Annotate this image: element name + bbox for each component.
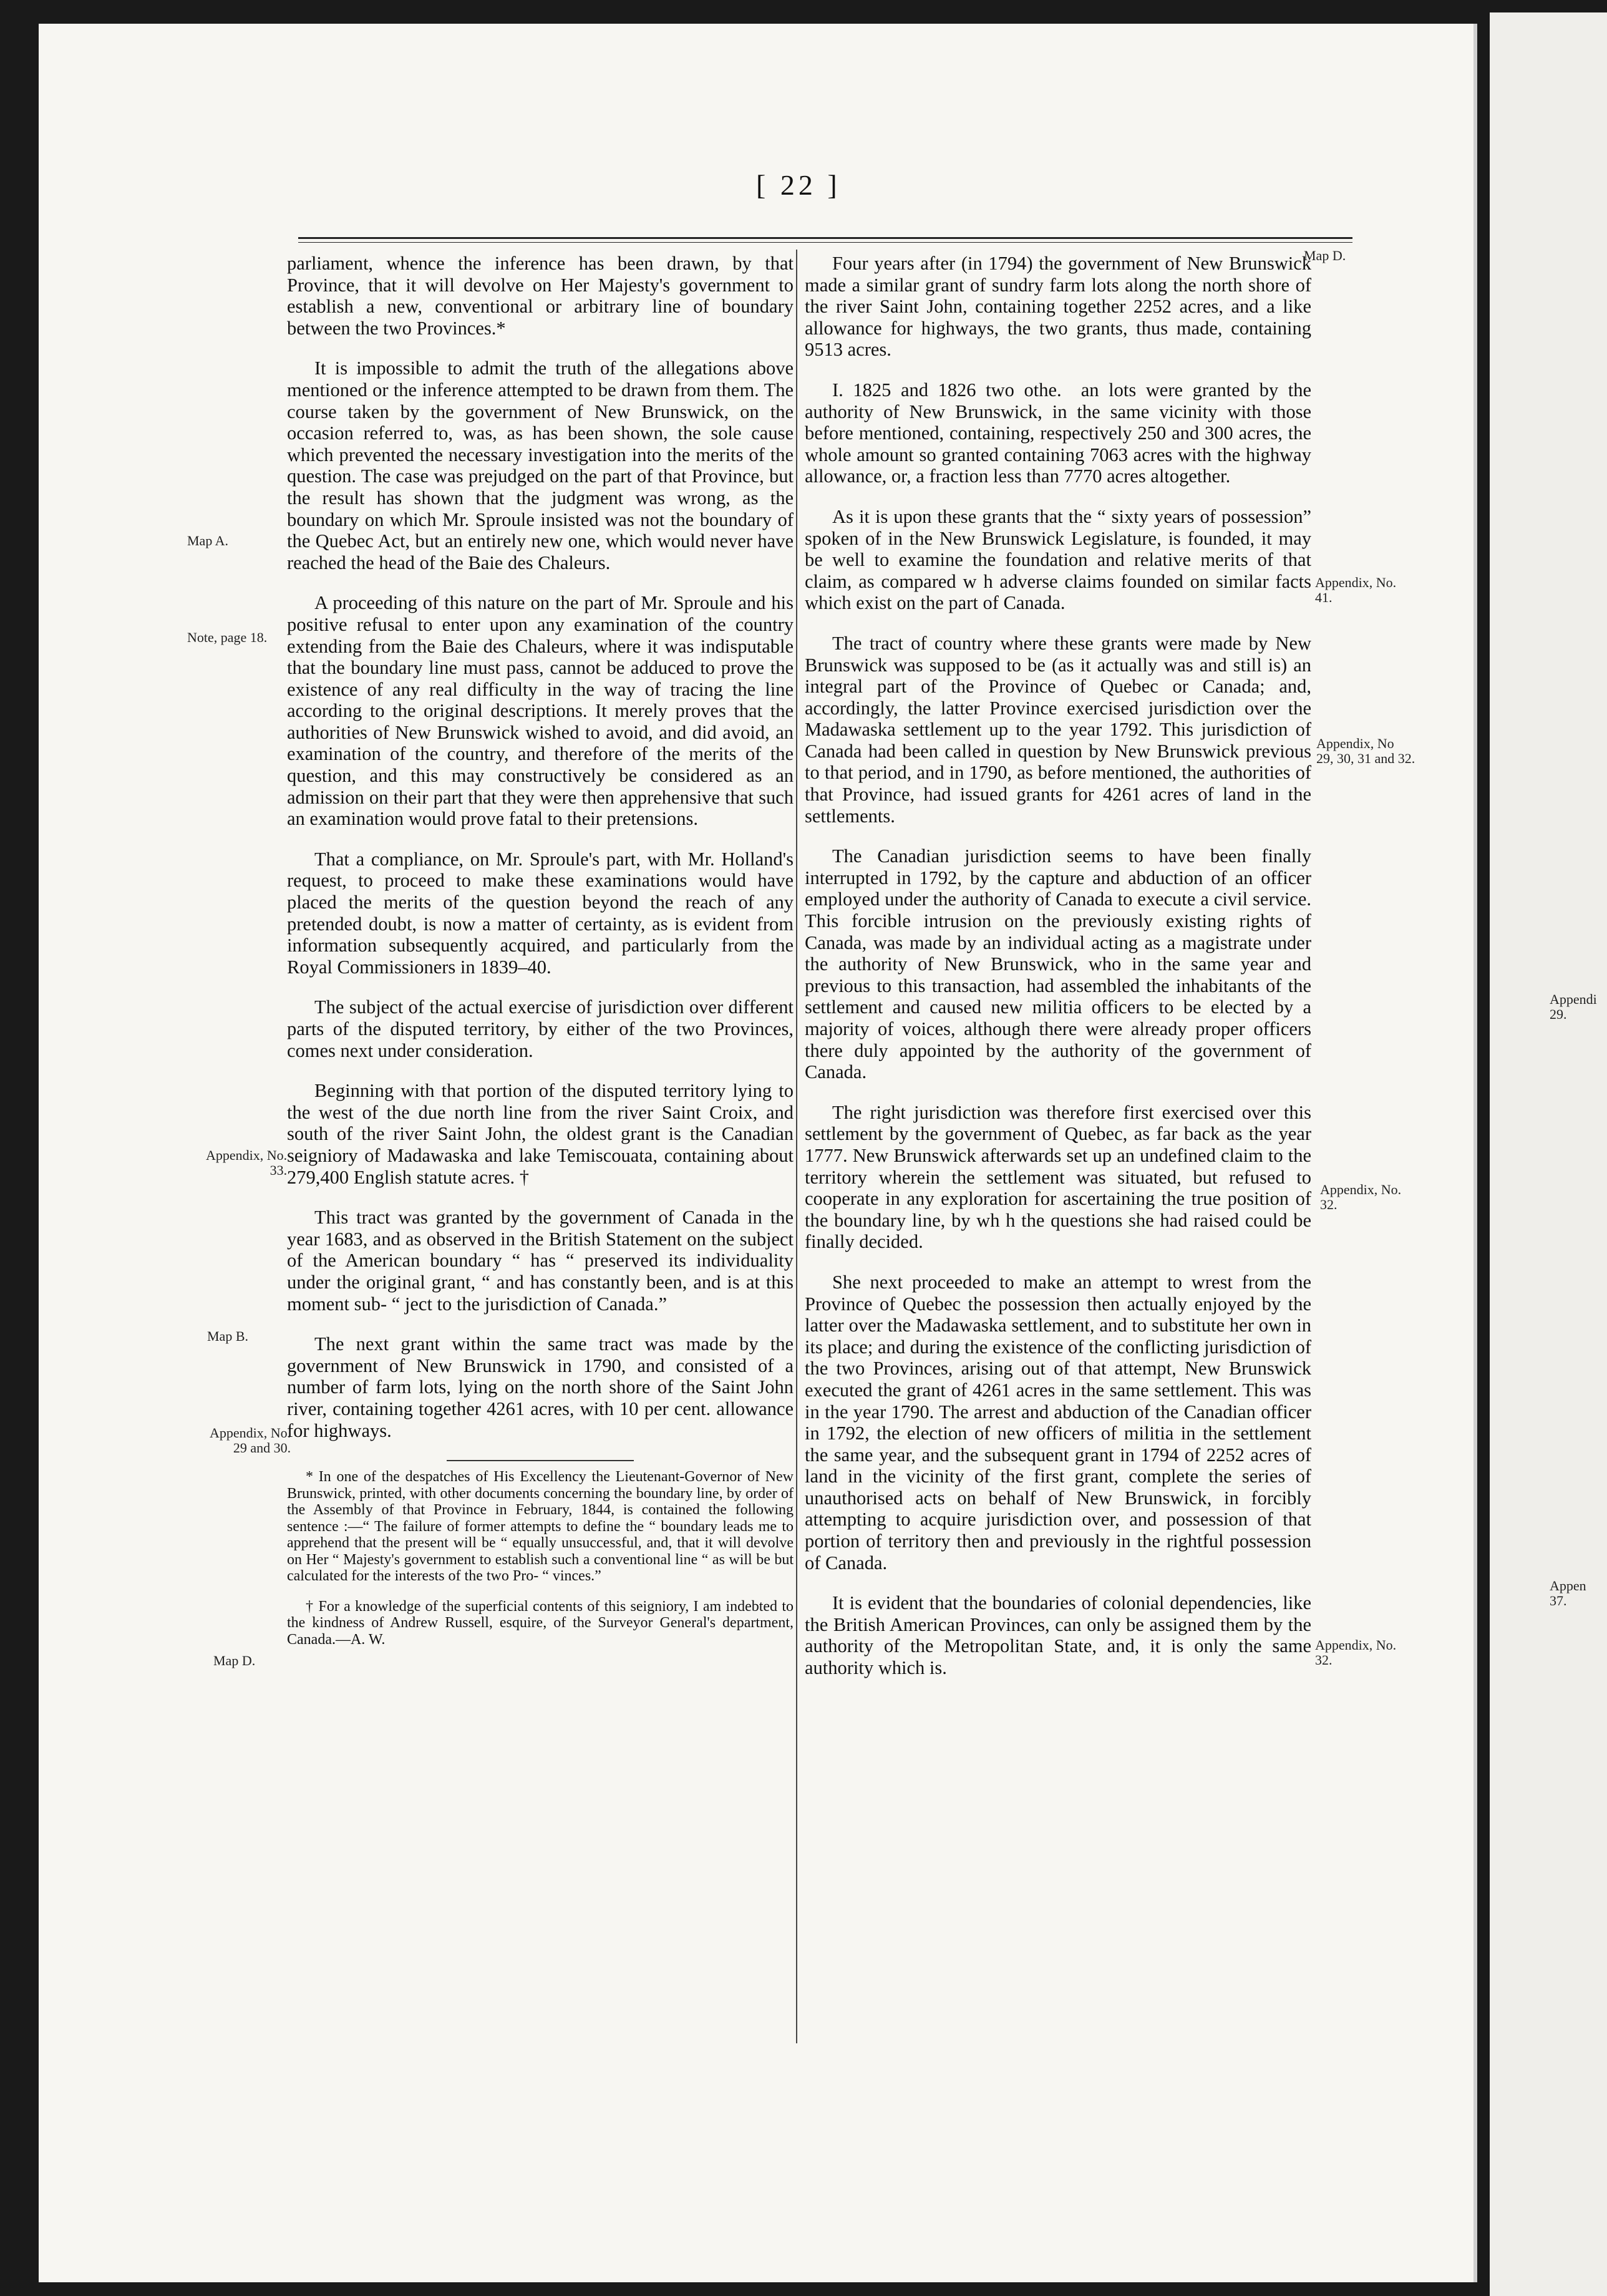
margin-note: Appendix, No 29, 30, 31 and 32. xyxy=(1316,736,1415,766)
paragraph: The subject of the actual exercise of jurisdiction over different parts of the disputed territory, by either of the two Provinces, comes next under consideration. xyxy=(287,996,794,1061)
header-rule xyxy=(298,237,1352,239)
margin-note: Map D. xyxy=(1304,248,1346,263)
paragraph: It is impossible to admit the truth of the allegations above mentioned or the inference attempted to be drawn from them. The course taken by the government of New Brunswick, on the occasion referred to, was, as has been shown, the sole cause which prevented the necessary investigation into the merits of the question. The case was prejudged on the part of that Province, but the result has shown that the judgment was wrong, as the boundary on which Mr. Sproule insisted was not the boundary of the Quebec Act, but an entirely new one, which would never have reached the head of the Baie des Chaleurs. xyxy=(287,358,794,573)
adjacent-page-edge xyxy=(1490,12,1607,2296)
right-column xyxy=(805,253,1311,1698)
paragraph: This tract was granted by the government of Canada in the year 1683, and as observed in the British Statement on the subject of the American boundary “ has “ preserved its individuality under the original grant, “ and has constantly been, and is at this moment sub- “ ject to the jurisdiction of Canada.” xyxy=(287,1207,794,1315)
paragraph: Beginning with that portion of the disputed territory lying to the west of the due north line from the river Saint Croix, and south of the river Saint John, the oldest grant is the Canadian seigniory of Madawaska and lake Temiscouata, containing about 279,400 English statute acres. † xyxy=(287,1080,794,1188)
page-number: [ 22 ] xyxy=(756,169,841,201)
paragraph: parliament, whence the inference has been drawn, by that Province, that it will devolve on Her Majesty's government to establish a new, conventional or arbitrary line of boundary between the two Provinces.* xyxy=(287,253,794,339)
margin-note: Appendix, No. 41. xyxy=(1315,575,1397,605)
adjacent-margin-note: Appendi 29. xyxy=(1550,991,1597,1022)
paragraph: The Canadian jurisdiction seems to have been finally interrupted in 1792, by the capture and abduction of an officer employed under the authority of Canada to execute a civil service. This forcible intrusion on the previously existing rights of Canada, was made by an individual acting as a magistrate under the authority of New Brunswick, who in the same year and previous to this transaction, had assembled the inhabitants of the settlement and caused new militia officers to be elected by a majority of voices, although there were already proper officers there duly appointed by the authority of the government of Canada. xyxy=(805,845,1311,1083)
paragraph: I. 1825 and 1826 two othe. an lots were granted by the authority of New Brunswick, in the same vicinity with those before mentioned, containing, respectively 250 and 300 acres, the whole amount so granted containing 7063 acres with the highway allowance, or, a fraction less than 7770 acres altogether. xyxy=(805,379,1311,487)
margin-note: Note, page 18. xyxy=(187,630,268,645)
margin-note: Map A. xyxy=(187,533,228,548)
margin-note: Map D. xyxy=(213,1653,256,1668)
left-column xyxy=(287,253,794,1648)
paragraph: She next proceeded to make an attempt to wrest from the Province of Quebec the possession then actually enjoyed by the latter over the Madawaska settlement, and to substitute her own in its place; and during the existence of the conflicting jurisdiction of the two Provinces, arising out of that attempt, New Brunswick executed the grant of 4261 acres in the same settlement. This was in the year 1790. The arrest and abduction of the Canadian officer in 1792, the election of new officers of militia in the settlement the same year, and the subsequent grant in 1794 of 2252 acres of land in the vicinity of the first grant, complete the series of unauthorised acts on behalf of New Brunswick, in forcibly attempting to acquire jurisdiction over, and possession of that portion of territory then and previously in the rightful possession of Canada. xyxy=(805,1271,1311,1574)
header-rule-thin xyxy=(298,242,1352,243)
paragraph: A proceeding of this nature on the part of Mr. Sproule and his positive refusal to enter upon any examination of the country extending from the Baie des Chaleurs, where it was indisputable that the boundary line must pass, cannot be adduced to prove the existence of any real difficulty in the way of tracing the line according to the original descriptions. It merely proves that the authorities of New Brunswick wished to avoid, and did avoid, an examination of the country, and therefore of the merits of the question, and this may constructively be considered as an admission on their part that they were then apprehensive that such an examination would prove fatal to their pretensions. xyxy=(287,592,794,830)
column-divider xyxy=(796,250,797,2043)
paragraph: The right jurisdiction was therefore first exercised over this settlement by the government of Quebec, as far back as the year 1777. New Brunswick afterwards set up an undefined claim to the territory wherein the settlement was situated, but refused to cooperate in any exploration for ascertaining the true position of the boundary line, by wh h the questions she had raised could be finally decided. xyxy=(805,1101,1311,1253)
paragraph: That a compliance, on Mr. Sproule's part, with Mr. Holland's request, to proceed to make these examinations would have placed the merits of the question beyond the reach of any pretended doubt, is now a matter of certainty, as is evident from information subsequently acquired, and particularly from the Royal Commissioners in 1839–40. xyxy=(287,848,794,978)
margin-note: Appendix, No. 32. xyxy=(1320,1182,1402,1212)
margin-note: Map B. xyxy=(207,1328,248,1344)
margin-note: Appendix, No. 32. xyxy=(1315,1637,1397,1668)
margin-note: Appendix, No. 33. xyxy=(206,1147,288,1178)
footnote: * In one of the despatches of His Excellency the Lieutenant-Governor of New Brunswick, printed, with other documents concerning the boundary line, by order of the Assembly of that Province in February, 1844, is contained the following sentence :—“ The failure of former attempts to define the “ boundary leads me to apprehend that the present will be “ equally unsuccessful, and, that it will devolve on Her “ Majesty's government to establish such a conventional line “ as will be but calculated for the interests of the two Pro- “ vinces.” xyxy=(287,1469,794,1585)
paragraph: The tract of country where these grants were made by New Brunswick was supposed to be (as it actually was and still is) an integral part of the Province of Quebec or Canada; and, accordingly, the latter Province exercised jurisdiction over the Madawaska settlement up to the year 1792. This jurisdiction of Canada had been called in question by New Brunswick previous to that period, and in 1790, as before mentioned, the authorities of that Province, had issued grants for 4261 acres of land in the settlements. xyxy=(805,632,1311,827)
adjacent-margin-note: Appen 37. xyxy=(1550,1578,1586,1608)
paragraph: Four years after (in 1794) the government of New Brunswick made a similar grant of sundry farm lots along the north shore of the river Saint John, containing together 2252 acres, and a like allowance for highways, the two grants, thus made, containing 9513 acres. xyxy=(805,253,1311,361)
paragraph: The next grant within the same tract was made by the government of New Brunswick in 1790, and consisted of a number of farm lots, lying on the north shore of the Saint John river, containing together 4261 acres, with 10 per cent. allowance for highways. xyxy=(287,1333,794,1441)
paragraph: As it is upon these grants that the “ sixty years of possession” spoken of in the New Brunswick Legislature, is founded, it may be well to examine the foundation and relative merits of that claim, as compared w h adverse claims founded on similar facts which exist on the part of Canada. xyxy=(805,505,1311,614)
footnote: † For a knowledge of the superficial contents of this seigniory, I am indebted to the kindness of Andrew Russell, esquire, of the Surveyor General's department, Canada.—A. W. xyxy=(287,1598,794,1648)
footnote-rule xyxy=(447,1460,634,1461)
margin-note: Appendix, No. 29 and 30. xyxy=(210,1425,291,1456)
paragraph: It is evident that the boundaries of colonial dependencies, like the British American Provinces, can only be assigned them by the authority of the Metropolitan State, and, it is only the same authority which is. xyxy=(805,1592,1311,1679)
